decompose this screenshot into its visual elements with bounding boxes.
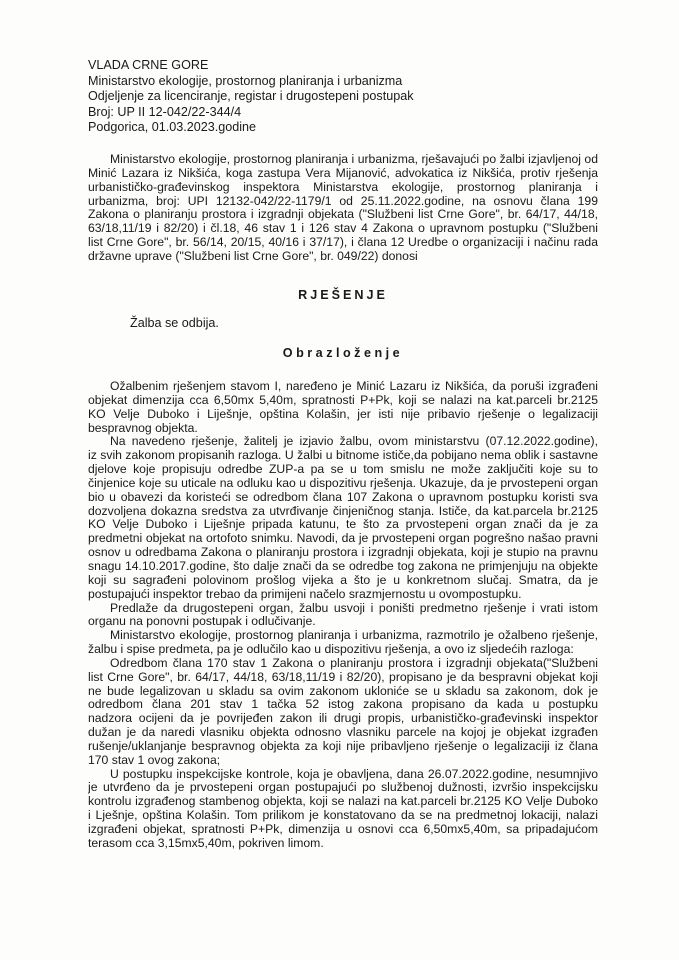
text-line: dužan je da naredi vlasniku objekta odnosno vlasniku parcele na kojoj je objekat izgrađen bbox=[88, 726, 598, 740]
text-line: Podgorica, 01.03.2023.godine bbox=[88, 120, 257, 135]
text-line: izgrađeni objekat, spratnosti P+Pk, dimenzija u osnovi cca 6,50mx5,40m, sa pripadajućom bbox=[88, 823, 598, 836]
text-line: postupajući inspektor trebao da primijeni načelo srazmjernostu u ovompostupku. bbox=[88, 587, 522, 601]
text-line: Predlaže da drugostepeni organ, žalbu usvoji i poništi predmetno rješenje i vrati istom bbox=[110, 601, 598, 615]
text-line: djelove koje propisuju odredbe ZUP-a pa se u tom smislu ne može zaključiti koje su to bbox=[88, 463, 598, 477]
text-line: Zakona o planiranju prostora i izgradnji objekata ("Službeni list Crne Gore", br. 64/17, 44/18, bbox=[88, 208, 598, 222]
text-line: Ožalbenim rješenjem stavom I, naređeno je Minić Lazaru iz Nikšića, da poruši izgrađeni bbox=[110, 380, 598, 393]
text-line: odredbom člana 201 stav 1 tačka 52 istog zakona propisano da kada u postupku bbox=[88, 698, 598, 712]
paragraph bbox=[88, 657, 598, 768]
text-line: bespravnog objekta. bbox=[88, 421, 198, 435]
text-line: Minić Lazara iz Nikšića, koga zastupa Vera Mijanović, advokatica iz Nikšića, protiv rješenja bbox=[88, 166, 598, 180]
reasoning-title: Obrazloženje bbox=[282, 346, 404, 360]
text-line: žalbu i spise predmeta, pa je odlučilo kao u dispozitivu rješenja, a ovo iz sljedećih razloga: bbox=[88, 643, 574, 657]
text-line: urbanističko-građevinskog inspektora Ministarstva ekologije, prostornog planiranja i bbox=[88, 180, 598, 194]
paragraph bbox=[88, 435, 598, 601]
text-line: Na navedeno rješenje, žalitelj je izjavio žalbu, ovom ministarstvu (07.12.2022.godine), bbox=[110, 435, 598, 449]
paragraph bbox=[88, 768, 598, 851]
text-line: rušenje/uklanjanje bespravnog objekta za koji nije pribavljeno rješenje o legalizaciji iz člana bbox=[88, 739, 598, 753]
text-line: list Crne Gore", br. 56/14, 20/15, 40/16 i 37/17), i člana 12 Uredbe o organizaciji i načinu rada bbox=[88, 236, 598, 250]
text-line: Ministarstvo ekologije, prostornog planiranja i urbanizma bbox=[88, 73, 403, 88]
text-line: bio u obavezi da koristeći se odredbom člana 107 Zakona o upravnom postupku koristi sva bbox=[88, 490, 598, 504]
text-line: KO Velje Duboko i Liješnje, opština Kolašin, jer isti nije pribavio rješenje o legalizaciji bbox=[88, 407, 598, 421]
text-line: VLADA CRNE GORE bbox=[88, 58, 209, 72]
text-line: iz svih zakonom propisanih razloga. U žalbi u bitnome ističe,da pobijano nema oblik i sastavne bbox=[88, 449, 598, 463]
text-line: snagu 14.10.2017.godine, što dalje znači da se odredbe tog zakona ne primjenjuju na objekte bbox=[88, 559, 598, 573]
text-line: terasom cca 3,15mx5,40m, pokriven limom. bbox=[88, 836, 324, 850]
paragraph bbox=[88, 602, 598, 630]
decision-text: Žalba se odbija. bbox=[130, 316, 219, 330]
text-line: predmetni objekat na ortofoto snimku. Navodi, da je prvostepeni organ pogrešno našao pravni bbox=[88, 532, 598, 546]
text-line: koji su sagrađeni polovinom prošlog vijeka a što je u konkretnom slučaj. Smatra, da je bbox=[88, 573, 598, 587]
paragraph bbox=[88, 629, 598, 657]
text-line: državne uprave ("Službeni list Crne Gore", br. 049/22) donosi bbox=[88, 249, 418, 263]
paragraph bbox=[88, 380, 598, 435]
text-line: list Crne Gore", br. 64/17, 44/18, 63/18,11/19 i 82/20), propisano je da bespravni objekat koji bbox=[88, 670, 598, 684]
text-line: objekat dimenzija cca 6,50mx 5,40m, spratnosti P+Pk, koji se nalazi na kat.parceli br.2125 bbox=[88, 393, 598, 407]
text-line: Ministarstvo ekologije, prostornog planiranja i urbanizma, rješavajući po žalbi izjavljenoj od bbox=[110, 153, 598, 166]
decision-title: RJEŠENJE bbox=[298, 288, 388, 302]
text-line: Odjeljenje za licenciranje, registar i drugostepeni postupak bbox=[88, 89, 414, 104]
reasoning-body bbox=[88, 380, 598, 851]
text-line: Broj: UP II 12-042/22-344/4 bbox=[88, 104, 242, 119]
text-line: dozvoljena dokazna sredstva za utvrđivanje činjeničnog stanja. Ističe, da kat.parcela br.2125 bbox=[88, 504, 598, 518]
text-line: osnov u odredbama Zakona o planiranju prostora i izgradnji objekata, koji je stupio na pravnu bbox=[88, 546, 598, 560]
text-line: 170 stav 1 ovog zakona; bbox=[88, 753, 221, 767]
preamble-paragraph bbox=[88, 153, 598, 264]
text-line: nadzora ocijeni da je povrijeđen zakon ili drugi propis, urbanističko-građevinski inspektor bbox=[88, 712, 598, 726]
text-line: U postupku inspekcijske kontrole, koja je obavljena, dana 26.07.2022.godine, nesumnjivo bbox=[110, 767, 598, 781]
text-line: Odredbom člana 170 stav 1 Zakona o planiranju prostora i izgradnji objekata("Službeni bbox=[110, 656, 598, 670]
text-line: je utvrđeno da je prvostepeni organ postupajući po službenoj dužnosti, izvršio inspekcijsku bbox=[88, 781, 598, 795]
text-line: 63/18,11/19 i 82/20) i čl.18, 46 stav 1 i 126 stav 4 Zakona o upravnom postupku ("Službeni bbox=[88, 222, 598, 236]
text-line: činjenice koje su uticale na odluku kao u dispozitivu rješenja. Ukazuje, da je prvostepeni organ bbox=[88, 476, 598, 490]
text-line: Ministarstvo ekologije, prostornog planiranja i urbanizma, razmotrilo je ožalbeno rješenje, bbox=[110, 629, 598, 643]
text-line: i Lješnje, opština Kolašin. Tom prilikom je konstatovano da se na predmetnoj lokaciji, nalazi bbox=[88, 809, 598, 823]
text-line: ne bude legalizovan u skladu sa ovim zakonom ukloniće se u skladu sa zakonom, dok je bbox=[88, 684, 598, 698]
text-line: KO Velje Duboko i Liješnje pripada katunu, te što za prvostepeni organ znači da je za bbox=[88, 518, 598, 532]
text-line: urbanizma, broj: UPI 12132-042/22-1179/1 od 25.11.2022.godine, na osnovu člana 199 bbox=[88, 194, 598, 208]
text-line: kontrolu izgrađenog stambenog objekta, koji se nalazi na kat.parceli br.2125 KO Velje Duboko bbox=[88, 795, 598, 809]
letterhead bbox=[88, 58, 598, 136]
text-line: organu na ponovni postupak i odlučivanje. bbox=[88, 615, 316, 629]
